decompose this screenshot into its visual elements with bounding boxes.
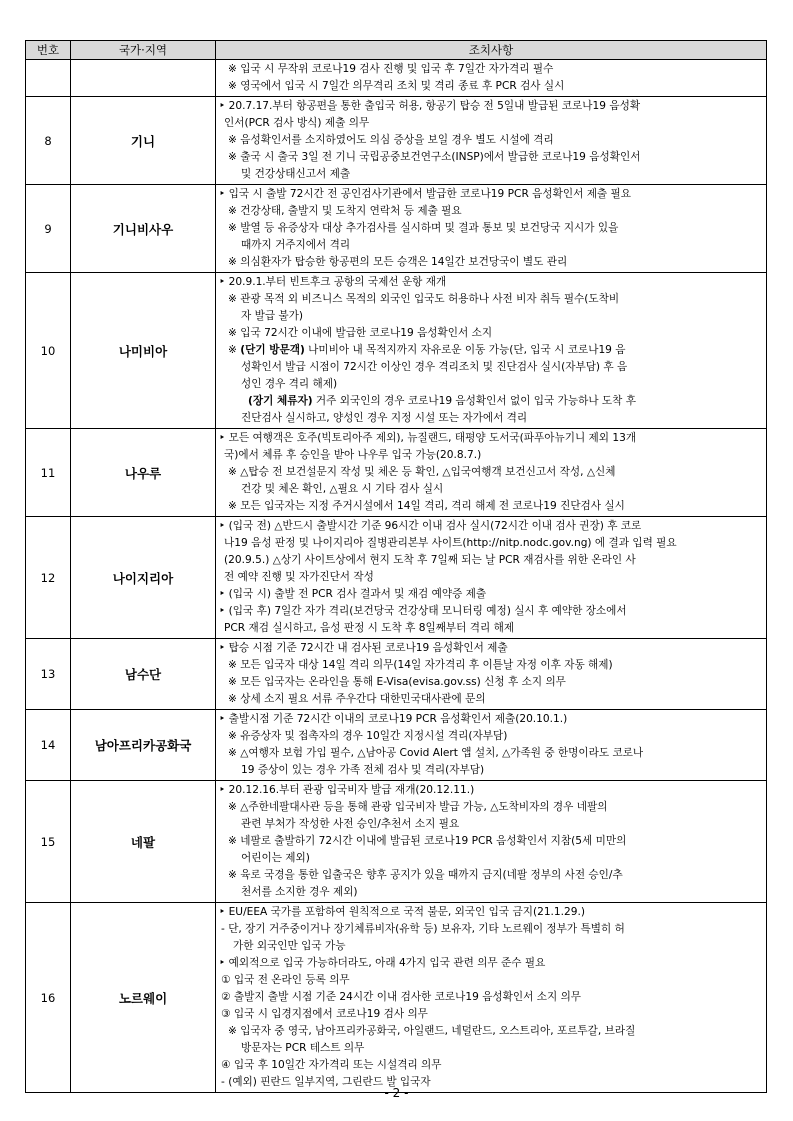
measure-line: 자 발급 불가) xyxy=(241,310,304,322)
measure-line: ‣ EU/EEA 국가를 포함하여 원칙적으로 국적 불문, 외국인 입국 금지(21.1.29.) xyxy=(219,906,586,918)
measure-line: ※ △탑승 전 보건설문지 작성 및 체온 등 확인, △입국여행객 보건신고서 작성, △신체 xyxy=(228,466,616,478)
row-number: 15 xyxy=(26,781,71,903)
measure-line: ‣ 모든 여행객은 호주(빅토리아주 제외), 뉴질랜드, 태평양 도서국(파푸아뉴기니 제외 13개 xyxy=(219,432,637,444)
measure-line: 가한 외국인만 입국 가능 xyxy=(233,940,346,952)
page-number: - 2 - xyxy=(384,1086,409,1100)
country-name: 기니비사우 xyxy=(71,185,216,273)
table-row xyxy=(26,639,767,710)
measure-cell xyxy=(216,185,767,273)
header-num: 번호 xyxy=(26,41,71,60)
measure-line: ※ 모든 입국자는 지정 주거시설에서 14일 격리, 격리 해제 전 코로나19 진단검사 실시 xyxy=(228,500,625,512)
measure-line: ① 입국 전 온라인 등록 의무 xyxy=(221,974,350,986)
measure-line: ※ 육로 국경을 통한 입출국은 향후 공지가 있을 때까지 금지(네팔 정부의 사전 승인/추 xyxy=(228,869,623,881)
measure-line: 나19 음성 판정 및 나이지리아 질병관리본부 사이트(http://nitp.nodc.gov.ng) 에 결과 입력 필요 xyxy=(224,537,677,549)
measure-cell xyxy=(216,517,767,639)
measure-text: 나미비아 내 목적지까지 자유로운 이동 가능(단, 입국 시 코로나19 음 xyxy=(304,344,626,356)
measure-line: ‣ 20.12.16.부터 관광 입국비자 발급 재개(20.12.11.) xyxy=(219,784,475,796)
table-row xyxy=(26,273,767,429)
measure-line: 때까지 거주지에서 격리 xyxy=(241,239,351,251)
table-row xyxy=(26,429,767,517)
country-name: 기니 xyxy=(71,97,216,185)
country-name: 네팔 xyxy=(71,781,216,903)
measure-line: ※ 모든 입국자 대상 14일 격리 의무(14일 자가격리 후 이튿날 자정 이후 자동 해제) xyxy=(228,659,613,671)
measure-line: - 단, 장기 거주중이거나 장기체류비자(유학 등) 보유자, 기타 노르웨이 정부가 특별히 허 xyxy=(221,923,625,935)
measure-line xyxy=(219,393,762,410)
measure-line: ‣ 입국 시 출발 72시간 전 공인검사기관에서 발급한 코로나19 PCR 음성확인서 제출 필요 xyxy=(219,188,632,200)
measures-table xyxy=(25,40,767,1093)
country-name: 남수단 xyxy=(71,639,216,710)
measure-cell xyxy=(216,273,767,429)
measure-line: ‣ 출발시점 기준 72시간 이내의 코로나19 PCR 음성확인서 제출(20.10.1.) xyxy=(219,713,568,725)
measure-line: ※ 출국 시 출국 3일 전 기니 국립공중보건연구소(INSP)에서 발급한 코로나19 음성확인서 xyxy=(228,151,641,163)
measure-line: ※ 관광 목적 외 비즈니스 목적의 외국인 입국도 허용하나 사전 비자 취득 필수(도착비 xyxy=(228,293,620,305)
measure-line: ② 출발지 출발 시점 기준 24시간 이내 검사한 코로나19 음성확인서 소지 의무 xyxy=(221,991,582,1003)
measure-line: ※ 의심환자가 탑승한 항공편의 모든 승객은 14일간 보건당국이 별도 관리 xyxy=(228,256,568,268)
measure-line: 진단검사 실시하고, 양성인 경우 지정 시설 또는 자가에서 격리 xyxy=(241,412,528,424)
measure-line: 19 증상이 있는 경우 가족 전체 검사 및 격리(자부담) xyxy=(241,764,485,776)
measure-line: ‣ 20.7.17.부터 항공편을 통한 출입국 허용, 항공기 탑승 전 5일내 발급된 코로나19 음성확 xyxy=(219,100,641,112)
row-number: 16 xyxy=(26,903,71,1093)
reference-mark: ※ xyxy=(228,344,241,356)
country-name: 나미비아 xyxy=(71,273,216,429)
measure-bold-label: (단기 방문객) xyxy=(240,344,305,356)
table-row xyxy=(26,517,767,639)
measure-text: 거주 외국인의 경우 코로나19 음성확인서 없이 입국 가능하나 도착 후 xyxy=(312,395,637,407)
table-header-row xyxy=(26,41,767,60)
measure-line: ※ 입국자 중 영국, 남아프리카공화국, 아일랜드, 네덜란드, 오스트리아, 포르투갈, 브라질 xyxy=(228,1025,636,1037)
measure-line: PCR 재검 실시하고, 음성 판정 시 도착 후 8일째부터 격리 해제 xyxy=(224,622,515,634)
measure-line: ※ 입국 시 무작위 코로나19 검사 진행 및 입국 후 7일간 자가격리 필수 xyxy=(228,63,554,75)
measure-line: ④ 입국 후 10일간 자가격리 또는 시설격리 의무 xyxy=(221,1059,442,1071)
table-row xyxy=(26,97,767,185)
measure-bold-label: (장기 체류자) xyxy=(248,395,313,407)
measure-line: 전 예약 진행 및 자가진단서 작성 xyxy=(224,571,374,583)
country-name: 나우루 xyxy=(71,429,216,517)
measure-line: ※ 네팔로 출발하기 72시간 이내에 발급된 코로나19 PCR 음성확인서 지참(5세 미만의 xyxy=(228,835,627,847)
measure-line: 관련 부처가 작성한 사전 승인/추천서 소지 필요 xyxy=(241,818,460,830)
measure-line: ※ 영국에서 입국 시 7일간 의무격리 조치 및 격리 종료 후 PCR 검사 실시 xyxy=(228,80,565,92)
measure-line: ※ 발열 등 유증상자 대상 추가검사를 실시하며 및 결과 통보 및 보건당국 지시가 있을 xyxy=(228,222,619,234)
measure-line: ‣ (입국 후) 7일간 자가 격리(보건당국 건강상태 모니터링 예정) 실시 후 예약한 장소에서 xyxy=(219,605,627,617)
row-number: 9 xyxy=(26,185,71,273)
measure-line: 및 건강상태신고서 제출 xyxy=(241,168,351,180)
measure-line: ※ △여행자 보험 가입 필수, △남아공 Covid Alert 앱 설치, △가족원 중 한명이라도 코로나 xyxy=(228,747,644,759)
measure-line: ※ 상세 소지 필요 서류 주우간다 대한민국대사관에 문의 xyxy=(228,693,486,705)
row-number: 10 xyxy=(26,273,71,429)
header-country: 국가·지역 xyxy=(71,41,216,60)
measure-line: 방문자는 PCR 테스트 의무 xyxy=(241,1042,365,1054)
measure-line: 인서(PCR 검사 방식) 제출 의무 xyxy=(224,117,370,129)
measure-line: (20.9.5.) △상기 사이트상에서 현지 도착 후 7일째 되는 날 PCR 재검사를 위한 온라인 사 xyxy=(224,554,636,566)
row-number: 11 xyxy=(26,429,71,517)
country-name: 나이지리아 xyxy=(71,517,216,639)
measure-cell xyxy=(216,710,767,781)
table-row xyxy=(26,710,767,781)
measure-cell xyxy=(216,903,767,1093)
row-number: 13 xyxy=(26,639,71,710)
measure-line: ‣ 탑승 시점 기준 72시간 내 검사된 코로나19 음성확인서 제출 xyxy=(219,642,508,654)
measure-line: ※ 건강상태, 출발지 및 도착지 연락처 등 제출 필요 xyxy=(228,205,462,217)
table-row xyxy=(26,903,767,1093)
measure-line: - (예외) 핀란드 일부지역, 그린란드 발 입국자 xyxy=(221,1076,431,1088)
measure-line: ③ 입국 시 입경지점에서 코로나19 검사 의무 xyxy=(221,1008,428,1020)
measure-cell xyxy=(216,781,767,903)
measure-line: 어린이는 제외) xyxy=(241,852,310,864)
row-number: 8 xyxy=(26,97,71,185)
measure-cell xyxy=(216,429,767,517)
measure-line: 성인 경우 격리 해제) xyxy=(241,378,338,390)
measure-line: ‣ (입국 시) 출발 전 PCR 검사 결과서 및 재검 예약증 제출 xyxy=(219,588,487,600)
measure-line: ※ 모든 입국자는 온라인을 통해 E-Visa(evisa.gov.ss) 신청 후 소지 의무 xyxy=(228,676,566,688)
measure-line: ‣ 예외적으로 입국 가능하더라도, 아래 4가지 입국 관련 의무 준수 필요 xyxy=(219,957,546,969)
country-name: 남아프리카공화국 xyxy=(71,710,216,781)
table-row xyxy=(26,781,767,903)
row-number: 12 xyxy=(26,517,71,639)
country-name: 노르웨이 xyxy=(71,903,216,1093)
measure-cell xyxy=(216,60,767,97)
measure-line: ‣ (입국 전) △반드시 출발시간 기준 96시간 이내 검사 실시(72시간 이내 검사 권장) 후 코로 xyxy=(219,520,642,532)
country-name xyxy=(71,60,216,97)
measure-line: ※ 음성확인서를 소지하였어도 의심 증상을 보일 경우 별도 시설에 격리 xyxy=(228,134,554,146)
measure-line: ※ 유증상자 및 접촉자의 경우 10일간 지정시설 격리(자부담) xyxy=(228,730,508,742)
table-row xyxy=(26,185,767,273)
table-row xyxy=(26,60,767,97)
measure-line: ‣ 20.9.1.부터 빈트후크 공항의 국제선 운항 재개 xyxy=(219,276,447,288)
measure-line: 천서를 소지한 경우 제외) xyxy=(241,886,358,898)
measure-cell xyxy=(216,97,767,185)
measure-line: 성확인서 발급 시점이 72시간 이상인 경우 격리조치 및 진단검사 실시(자부담) 후 음 xyxy=(241,361,628,373)
measure-line: ※ △주한네팔대사관 등을 통해 관광 입국비자 발급 가능, △도착비자의 경우 네팔의 xyxy=(228,801,608,813)
measure-cell xyxy=(216,639,767,710)
measure-line xyxy=(219,342,762,359)
measure-line: ※ 입국 72시간 이내에 발급한 코로나19 음성확인서 소지 xyxy=(228,327,493,339)
row-number xyxy=(26,60,71,97)
measure-line: 건강 및 체온 확인, △필요 시 기타 검사 실시 xyxy=(241,483,444,495)
measure-line: 국)에서 체류 후 승인을 받아 나우루 입국 가능(20.8.7.) xyxy=(224,449,482,461)
header-measures: 조치사항 xyxy=(216,41,767,60)
row-number: 14 xyxy=(26,710,71,781)
